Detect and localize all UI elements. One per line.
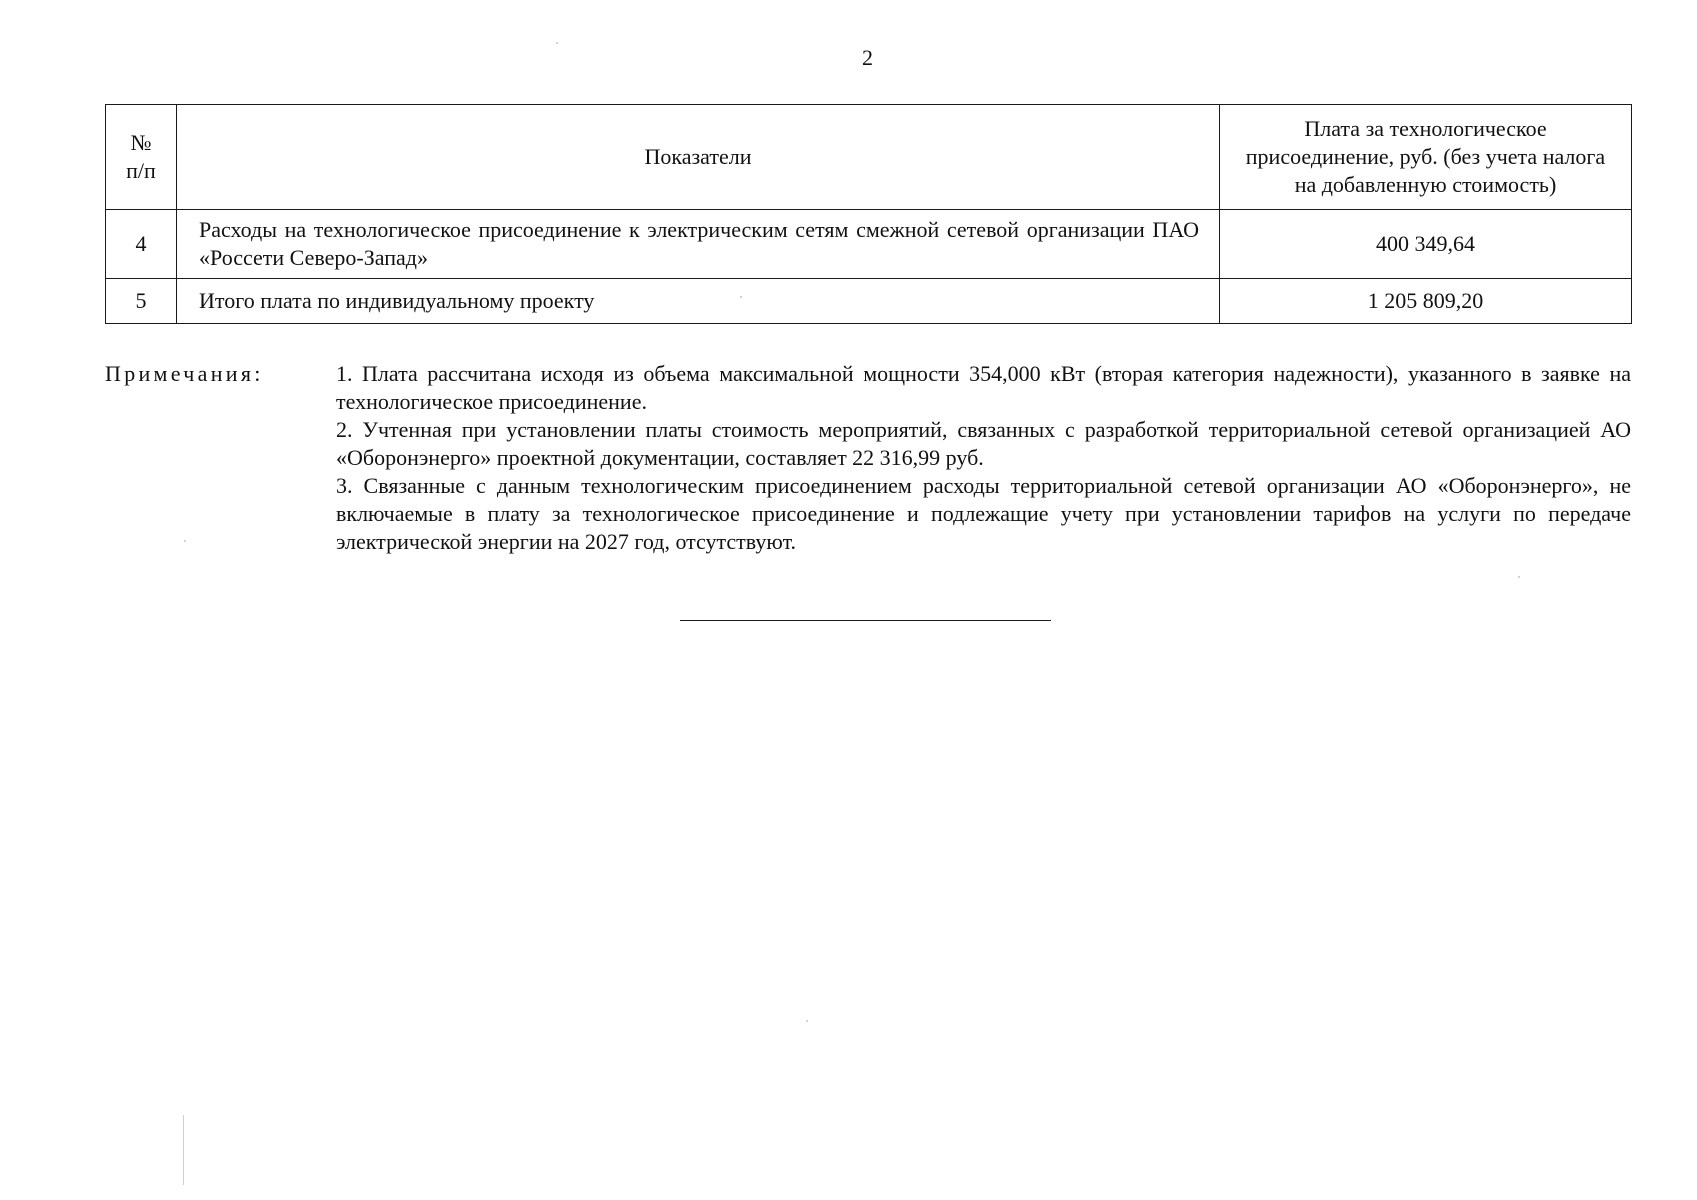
end-of-document-rule bbox=[680, 620, 1051, 621]
header-fee-label: Плата за технологическое присоединение, руб. (без учета налога на добавленную стоимость) bbox=[1245, 116, 1606, 197]
header-indicator-label: Показатели bbox=[644, 144, 752, 169]
header-number-label: № п/п bbox=[126, 130, 156, 183]
table-row bbox=[106, 210, 1632, 279]
notes-list bbox=[336, 360, 1631, 556]
note-item-2: 2. Учтенная при установлении платы стоимость мероприятий, связанных с разработкой территориальной сетевой организацией АО «Оборонэнерго» проектной документации, составляет 22 316,99 руб. bbox=[336, 417, 1631, 470]
header-number bbox=[106, 105, 177, 210]
header-fee bbox=[1220, 105, 1632, 210]
scan-margin-artifact bbox=[183, 1115, 184, 1185]
table-header-row bbox=[106, 105, 1632, 210]
note-item-1: 1. Плата рассчитана исходя из объема максимальной мощности 354,000 кВт (вторая категория надежности), указанного в заявке на технологическое присоединение. bbox=[336, 361, 1631, 414]
notes-label: Примечания: bbox=[105, 361, 264, 386]
notes-section bbox=[105, 360, 1631, 556]
scan-speck bbox=[806, 1020, 808, 1022]
note-item-3: 3. Связанные с данным технологическим присоединением расходы территориальной сетевой организации АО «Оборонэнерго», не включаемые в плату за технологическое присоединение и подлежащие учету при установлении тарифов на услуги по передаче электрической энергии на 2027 год, отсутствуют. bbox=[336, 473, 1631, 554]
fee-table bbox=[105, 104, 1632, 324]
scan-speck bbox=[1518, 576, 1520, 578]
row-number: 4 bbox=[106, 210, 177, 279]
scan-speck bbox=[556, 42, 558, 44]
header-indicator bbox=[177, 105, 1220, 210]
scan-speck bbox=[184, 540, 186, 542]
scan-speck bbox=[740, 296, 742, 298]
row-fee: 1 205 809,20 bbox=[1220, 279, 1632, 324]
row-fee: 400 349,64 bbox=[1220, 210, 1632, 279]
page-number: 2 bbox=[862, 45, 873, 70]
row-indicator: Итого плата по индивидуальному проекту bbox=[177, 279, 1220, 324]
row-indicator: Расходы на технологическое присоединение к электрическим сетям смежной сетевой организации ПАО «Россети Северо-Запад» bbox=[177, 210, 1220, 279]
table-row bbox=[106, 279, 1632, 324]
row-number: 5 bbox=[106, 279, 177, 324]
